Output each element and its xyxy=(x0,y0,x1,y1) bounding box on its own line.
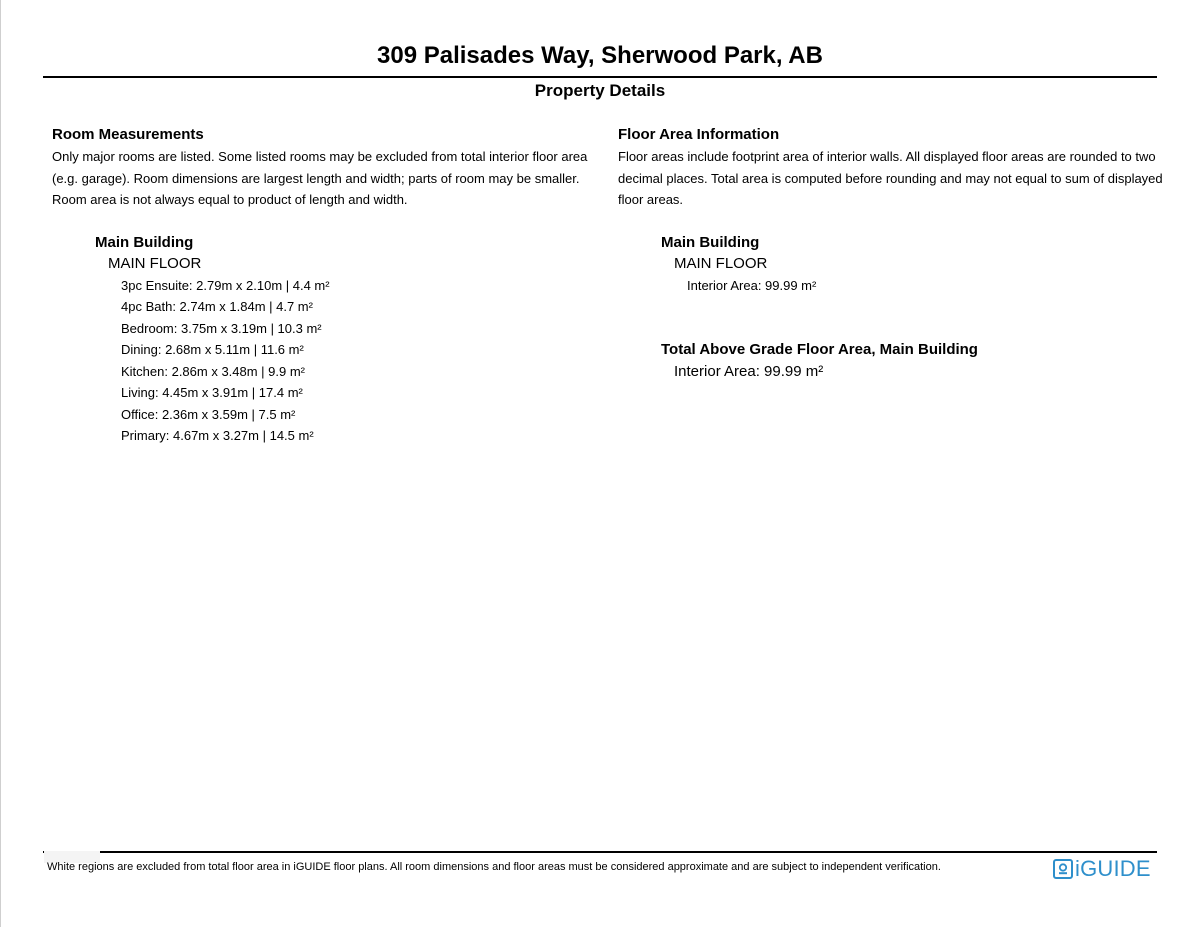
room-item: Bedroom: 3.75m x 3.19m | 10.3 m² xyxy=(121,320,322,336)
room-item: 4pc Bath: 2.74m x 1.84m | 4.7 m² xyxy=(121,299,313,314)
iguide-logo xyxy=(1053,855,1151,883)
room-measurements-description: Only major rooms are listed. Some listed rooms may be excluded from total interior floor area (e.g. garage). Room dimensions are largest length and width; parts of room may be smaller. Room area is not always equal to product of length and width. xyxy=(52,149,588,207)
building-name: Main Building xyxy=(661,233,760,251)
room-item: Office: 2.36m x 3.59m | 7.5 m² xyxy=(121,406,296,422)
room-measurements-heading: Room Measurements xyxy=(52,126,204,143)
spacer xyxy=(52,211,597,232)
page-edge xyxy=(0,0,1,927)
room-item: 3pc Ensuite: 2.79m x 2.10m | 4.4 m² xyxy=(121,277,330,293)
floor-area-section xyxy=(618,124,1166,382)
title-divider xyxy=(43,76,1157,78)
spacer xyxy=(618,211,1166,232)
total-interior-area: Interior Area: 99.99 m² xyxy=(674,362,824,380)
footer-disclaimer: White regions are excluded from total floor area in iGUIDE floor plans. All room dimensions and floor areas must be considered approximate and are subject to independent verification. xyxy=(47,861,941,873)
room-item: Kitchen: 2.86m x 3.48m | 9.9 m² xyxy=(121,363,306,379)
room-item: Dining: 2.68m x 5.11m | 11.6 m² xyxy=(121,342,304,357)
floor-name: MAIN FLOOR xyxy=(108,255,202,272)
page-subtitle: Property Details xyxy=(534,81,666,100)
floor-area-heading: Floor Area Information xyxy=(618,126,780,143)
logo-text: iGUIDE xyxy=(1075,856,1151,881)
footer-divider xyxy=(43,851,1157,853)
floor-area-description: Floor areas include footprint area of interior walls. All displayed floor areas are rounded to two decimal places. Total area is computed before rounding and may not equal to sum of displayed floor areas. xyxy=(618,149,1163,207)
total-area-heading: Total Above Grade Floor Area, Main Building xyxy=(661,341,978,358)
room-item: Primary: 4.67m x 3.27m | 14.5 m² xyxy=(121,428,314,443)
building-name: Main Building xyxy=(95,233,194,251)
iguide-logo-icon xyxy=(1053,859,1073,879)
spacer xyxy=(618,296,1166,339)
room-list xyxy=(52,275,597,447)
room-measurements-section xyxy=(52,124,597,447)
page-title: 309 Palisades Way, Sherwood Park, AB xyxy=(377,42,823,69)
floor-name: MAIN FLOOR xyxy=(674,255,768,272)
floor-interior-area: Interior Area: 99.99 m² xyxy=(687,277,817,293)
room-item: Living: 4.45m x 3.91m | 17.4 m² xyxy=(121,385,303,400)
